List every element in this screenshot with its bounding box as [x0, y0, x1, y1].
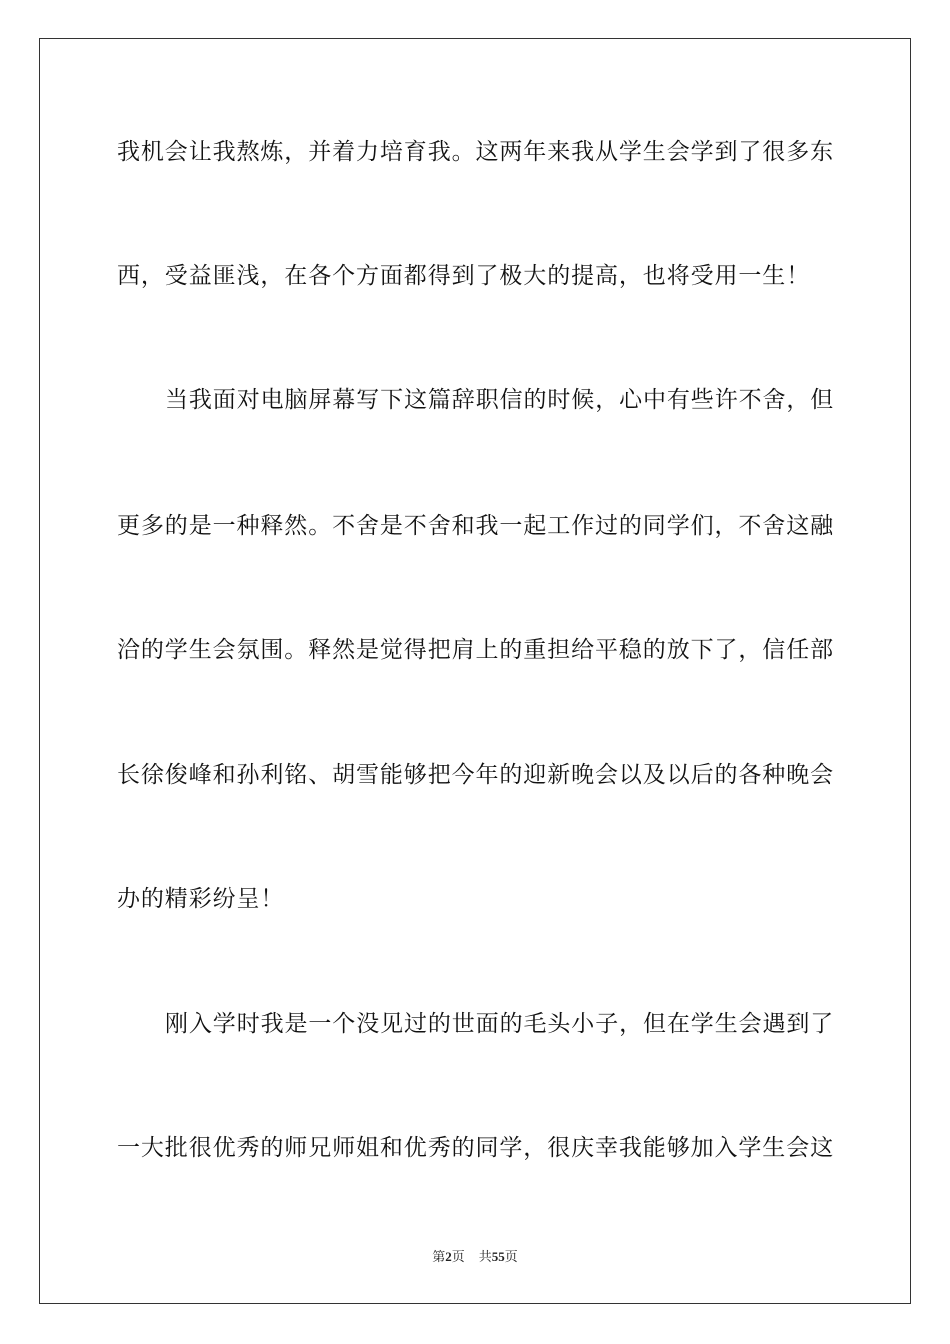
page-footer: [0, 1246, 950, 1265]
text-line-8: 刚入学时我是一个没见过的世面的毛头小子，但在学生会遇到了: [165, 1011, 835, 1037]
footer-total-suffix: 页: [504, 1250, 518, 1265]
footer-total-number: 55: [491, 1249, 505, 1264]
footer-page-suffix: 页: [451, 1250, 465, 1265]
text-line-6: 长徐俊峰和孙利铭、胡雪能够把今年的迎新晚会以及以后的各种晚会: [117, 762, 834, 788]
text-line-1: 我机会让我熬炼，并着力培育我。这两年来我从学生会学到了很多东: [117, 139, 834, 165]
text-line-4: 更多的是一种释然。不舍是不舍和我一起工作过的同学们，不舍这融: [117, 513, 834, 539]
text-line-3: 当我面对电脑屏幕写下这篇辞职信的时候，心中有些许不舍，但: [165, 387, 835, 413]
footer-total-prefix: 共: [478, 1250, 492, 1265]
text-line-9: 一大批很优秀的师兄师姐和优秀的同学，很庆幸我能够加入学生会这: [117, 1135, 834, 1161]
footer-page-number: 2: [445, 1249, 452, 1264]
footer-page-prefix: 第: [432, 1250, 446, 1265]
text-line-5: 洽的学生会氛围。释然是觉得把肩上的重担给平稳的放下了，信任部: [117, 637, 834, 663]
text-line-7: 办的精彩纷呈！: [117, 886, 285, 912]
text-line-2: 西，受益匪浅，在各个方面都得到了极大的提高，也将受用一生！: [117, 263, 811, 289]
page-border: [39, 38, 911, 1304]
